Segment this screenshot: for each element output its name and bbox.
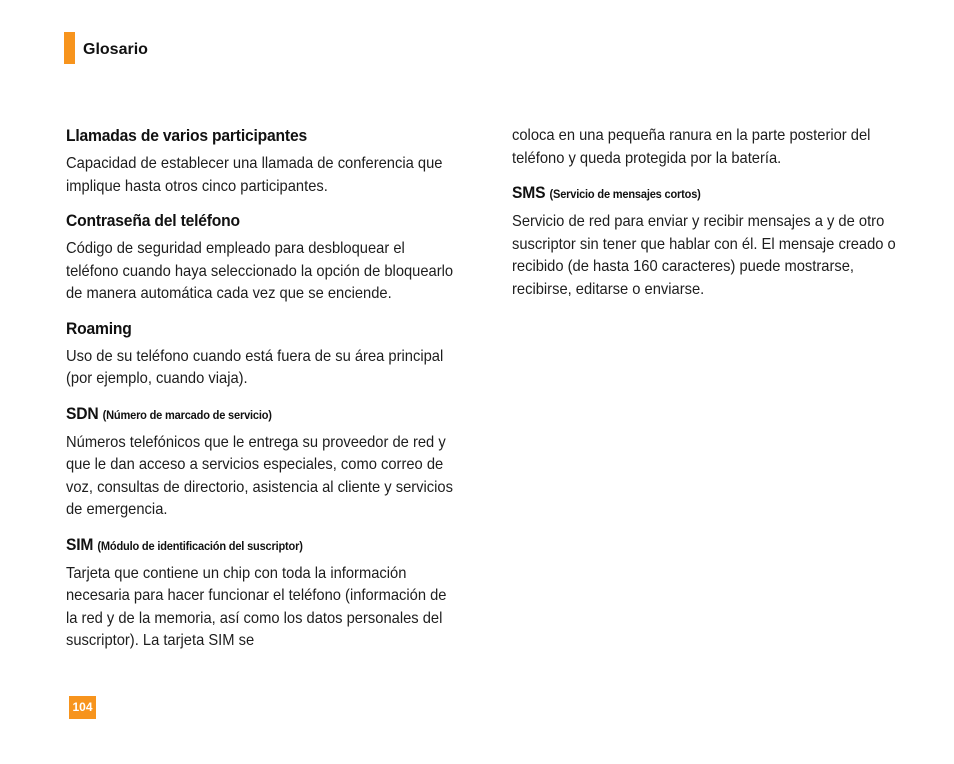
- glossary-definition: Código de seguridad empleado para desbloquear el teléfono cuando haya seleccionado la opción de bloquearlo de manera automática cada vez que se enciende.: [66, 240, 454, 302]
- glossary-term: SDN (Número de marcado de servicio): [66, 403, 272, 423]
- glossary-definition: Números telefónicos que le entrega su proveedor de red y que le dan acceso a servicios especiales, como correo de voz, consultas de directorio, asistencia al cliente y servicios de emergencia.: [66, 433, 453, 518]
- header-accent-bar: [64, 32, 75, 64]
- glossary-term-expansion: (Número de marcado de servicio): [102, 407, 272, 422]
- glossary-term-expansion: (Servicio de mensajes cortos): [549, 187, 701, 201]
- glossary-term: Roaming: [66, 318, 132, 338]
- glossary-entry: [66, 124, 456, 198]
- definition-continuation: coloca en una pequeña ranura en la parte posterior del teléfono y queda protegida por la batería.: [512, 127, 871, 167]
- page-number: 104: [69, 696, 96, 719]
- glossary-term: Llamadas de varios participantes: [66, 126, 307, 145]
- right-column: [512, 125, 907, 312]
- glossary-term-expansion: (Módulo de identificación del suscriptor): [97, 538, 303, 553]
- glossary-term: SIM (Módulo de identificación del suscriptor): [66, 534, 303, 554]
- glossary-entry: [66, 402, 456, 522]
- glossary-definition: Tarjeta que contiene un chip con toda la información necesaria para hacer funcionar el teléfono (información de la red y de la memoria, así como los datos personales del suscriptor). La tarjeta SIM se: [66, 564, 447, 649]
- glossary-definition: Capacidad de establecer una llamada de conferencia que implique hasta otros cinco participantes.: [66, 155, 443, 195]
- glossary-definition: Servicio de red para enviar y recibir mensajes a y de otro suscriptor sin tener que hablar con él. El mensaje creado o recibido (de hasta 160 caracteres) puede mostrarse, recibirse, editarse o enviarse.: [512, 213, 896, 298]
- left-column: [66, 124, 456, 664]
- glossary-entry: [66, 533, 456, 653]
- glossary-term: SMS (Servicio de mensajes cortos): [512, 183, 701, 202]
- glossary-term: Contraseña del teléfono: [66, 211, 240, 230]
- glossary-entry: [66, 317, 456, 391]
- glossary-entry: [66, 209, 456, 306]
- glossary-entry: [512, 181, 907, 301]
- section-title: Glosario: [83, 41, 148, 58]
- glossary-definition: Uso de su teléfono cuando está fuera de su área principal (por ejemplo, cuando viaja).: [66, 347, 444, 387]
